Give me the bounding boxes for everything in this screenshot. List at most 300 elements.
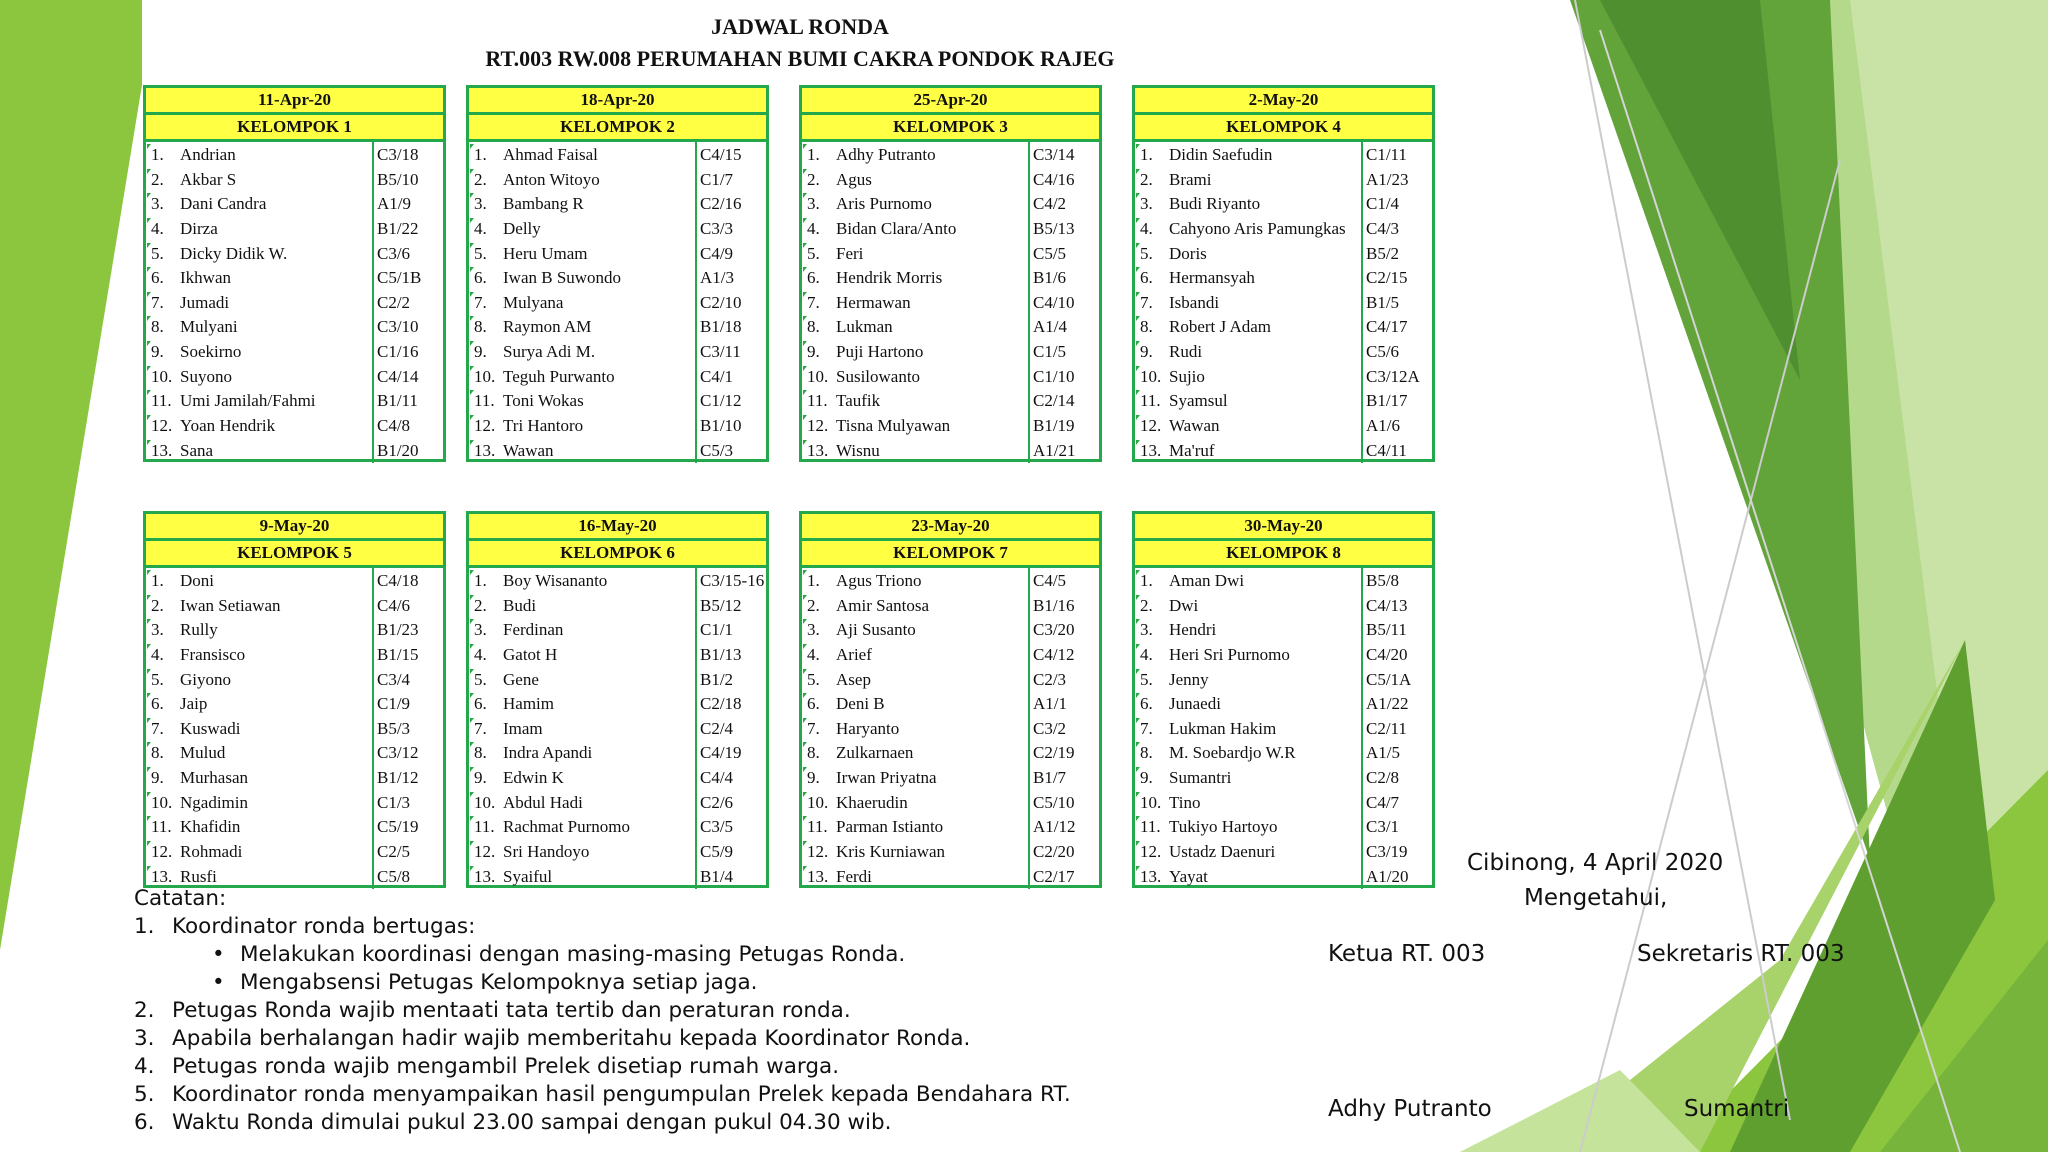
member-name: Sujio [1169,366,1205,386]
member-number: 13. [807,440,829,460]
member-row [146,291,443,316]
member-house-code: B1/23 [377,620,419,640]
member-number: 12. [1140,416,1162,436]
member-row [1135,389,1432,414]
member-name: Bidan Clara/Anto [836,218,957,238]
member-number: 1. [151,571,164,590]
member-number: 4. [807,218,820,238]
member-row [146,340,443,365]
member-number: 1. [1140,571,1153,590]
member-name: Hendri [1169,620,1217,640]
member-house-code: A1/6 [1366,416,1400,436]
member-house-code: A1/3 [700,268,734,288]
member-number: 11. [474,817,495,837]
group-date: 25-Apr-20 [802,88,1099,115]
member-house-code: C1/10 [1033,366,1075,386]
bullet-icon: • [212,970,225,995]
member-number: 10. [807,366,829,386]
member-row [1135,840,1432,865]
member-house-code: C5/19 [377,817,419,837]
member-row [802,143,1099,168]
member-house-code: B1/7 [1033,768,1067,788]
member-name: Didin Saefudin [1169,145,1273,164]
member-name: Wawan [503,440,554,460]
member-number: 11. [807,391,828,411]
member-name: Hendrik Morris [836,268,943,288]
member-row [802,291,1099,316]
member-row [802,192,1099,217]
signature-acknowledged: Mengetahui, [1524,885,1668,911]
group-table [466,85,769,462]
group-date: 9-May-20 [146,514,443,541]
member-house-code: C2/19 [1033,743,1075,763]
member-row [469,192,766,217]
member-name: Wisnu [836,440,880,460]
member-row [146,365,443,390]
member-number: 3. [151,620,164,640]
member-name: Kuswadi [180,718,241,738]
member-row [469,365,766,390]
member-row [469,143,766,168]
group-date: 30-May-20 [1135,514,1432,541]
note-item [134,1109,1071,1137]
group-name: KELOMPOK 8 [1135,541,1432,568]
member-name: Sumantri [1169,768,1232,788]
member-row [469,414,766,439]
member-row [1135,143,1432,168]
member-name: Budi Riyanto [1169,194,1261,214]
note-item [134,913,1071,941]
member-row [469,643,766,668]
member-name: Amir Santosa [836,595,930,615]
member-name: Toni Wokas [503,391,584,411]
member-number: 11. [807,817,828,837]
member-number: 13. [807,866,829,886]
member-house-code: C2/15 [1366,268,1408,288]
member-name: Rully [180,620,218,640]
member-house-code: C5/10 [1033,792,1075,812]
member-house-code: C4/1 [700,366,734,386]
member-name: Akbar S [180,169,237,189]
member-name: Aman Dwi [1169,571,1245,590]
member-row [146,668,443,693]
signature-role-right: Sekretaris RT. 003 [1637,941,1845,967]
member-row [146,143,443,168]
member-house-code: A1/4 [1033,317,1067,337]
member-house-code: C3/18 [377,145,419,164]
member-number: 11. [151,391,172,411]
member-name: Adhy Putranto [836,145,936,164]
member-name: Aris Purnomo [836,194,932,214]
member-house-code: C4/10 [1033,292,1075,312]
member-name: Dwi [1169,595,1199,615]
member-name: Sri Handoyo [503,842,590,862]
member-number: 12. [807,842,829,862]
member-row [146,840,443,865]
member-row [802,569,1099,594]
group-date: 16-May-20 [469,514,766,541]
member-name: Deni B [836,694,885,714]
note-item [134,997,1071,1025]
member-house-code: C4/12 [1033,644,1075,664]
member-house-code: B1/11 [377,391,418,411]
member-name: Brami [1169,169,1212,189]
member-row [1135,865,1432,890]
member-number: 3. [1140,620,1153,640]
member-name: Andrian [180,145,236,164]
signature-place-date: Cibinong, 4 April 2020 [1467,850,1724,876]
member-row [469,692,766,717]
member-house-code: B1/6 [1033,268,1067,288]
member-number: 10. [1140,366,1162,386]
member-number: 10. [151,366,173,386]
member-name: Jumadi [180,292,230,312]
member-number: 4. [474,644,487,664]
member-number: 9. [474,342,487,362]
member-number: 3. [474,194,487,214]
member-house-code: C2/17 [1033,866,1075,886]
notes-section [134,885,1071,1137]
member-name: Jenny [1169,669,1209,689]
member-name: Feri [836,243,864,263]
member-name: Abdul Hadi [503,792,583,812]
member-house-code: C4/16 [1033,169,1075,189]
member-house-code: C2/4 [700,718,734,738]
member-number: 3. [1140,194,1153,214]
member-name: Bambang R [503,194,584,214]
member-row [469,291,766,316]
member-row [802,717,1099,742]
member-number: 1. [807,571,820,590]
member-row [1135,569,1432,594]
member-name: Mulud [180,743,226,763]
member-number: 5. [807,669,820,689]
member-name: Ferdinan [503,620,564,640]
member-house-code: C2/20 [1033,842,1075,862]
member-house-code: A1/9 [377,194,411,214]
note-item [134,1025,1071,1053]
member-row [1135,594,1432,619]
member-row [1135,741,1432,766]
member-row [1135,192,1432,217]
member-number: 3. [151,194,164,214]
member-list [1135,568,1432,889]
member-house-code: B1/4 [700,866,734,886]
member-number: 8. [1140,743,1153,763]
member-row [469,340,766,365]
member-name: Iwan B Suwondo [503,268,622,288]
member-house-code: C3/1 [1366,817,1400,837]
member-name: Lukman [836,317,893,337]
member-row [1135,766,1432,791]
member-name: Junaedi [1169,694,1221,714]
member-number: 5. [1140,669,1153,689]
member-house-code: B5/12 [700,595,742,615]
member-name: Budi [503,595,537,615]
member-house-code: B1/12 [377,768,419,788]
member-number: 1. [151,145,164,164]
member-number: 13. [474,866,496,886]
member-number: 7. [151,292,164,312]
note-text: Apabila berhalangan hadir wajib memberitahu kepada Koordinator Ronda. [172,1026,971,1051]
member-house-code: C2/18 [700,694,742,714]
member-name: Ikhwan [180,268,231,288]
member-name: Ustadz Daenuri [1169,842,1276,862]
member-name: Tisna Mulyawan [836,416,951,436]
member-house-code: C3/12A [1366,366,1420,386]
member-name: Puji Hartono [836,342,924,362]
member-row [1135,291,1432,316]
member-number: 12. [1140,842,1162,862]
member-house-code: A1/12 [1033,817,1076,837]
member-house-code: B1/19 [1033,416,1075,436]
member-number: 4. [1140,644,1153,664]
member-house-code: C1/3 [377,792,411,812]
member-house-code: C4/2 [1033,194,1067,214]
member-house-code: C1/9 [377,694,411,714]
member-number: 4. [1140,218,1153,238]
member-number: 5. [151,669,164,689]
member-name: Susilowanto [836,366,921,386]
member-number: 2. [1140,169,1153,189]
member-house-code: C3/2 [1033,718,1067,738]
member-name: Rusfi [180,866,217,886]
member-row [146,266,443,291]
member-row [1135,365,1432,390]
member-house-code: A1/5 [1366,743,1400,763]
member-row [146,766,443,791]
member-row [1135,618,1432,643]
member-row [802,414,1099,439]
group-table [799,511,1102,888]
member-house-code: C2/11 [1366,718,1407,738]
member-house-code: C5/6 [1366,342,1400,362]
member-house-code: C2/2 [377,292,411,312]
member-name: Hamim [503,694,554,714]
member-row [469,741,766,766]
member-row [802,766,1099,791]
member-number: 2. [151,169,164,189]
member-house-code: B1/20 [377,440,419,460]
member-row [1135,717,1432,742]
note-bullet [134,969,1071,997]
member-number: 6. [151,694,164,714]
member-number: 11. [474,391,495,411]
member-row [802,315,1099,340]
member-row [1135,168,1432,193]
member-row [469,791,766,816]
member-number: 7. [807,292,820,312]
member-name: Hermansyah [1169,268,1255,288]
member-row [469,439,766,464]
member-name: Ahmad Faisal [503,145,598,164]
note-text: Petugas Ronda wajib mentaati tata tertib dan peraturan ronda. [172,998,851,1023]
member-number: 7. [1140,292,1153,312]
member-row [146,439,443,464]
member-house-code: C5/1B [377,268,422,288]
member-house-code: C3/15-16 [700,571,765,590]
member-name: Wawan [1169,416,1220,436]
member-number: 3. [474,620,487,640]
member-row [1135,217,1432,242]
member-name: Asep [836,669,871,689]
group-date: 11-Apr-20 [146,88,443,115]
member-house-code: B1/2 [700,669,734,689]
member-number: 6. [474,694,487,714]
member-name: Gatot H [503,644,558,664]
member-name: Delly [503,218,541,238]
member-row [469,242,766,267]
member-number: 5. [474,669,487,689]
member-number: 4. [474,218,487,238]
member-number: 6. [807,268,820,288]
member-name: Taufik [836,391,881,411]
member-row [1135,414,1432,439]
member-row [146,217,443,242]
member-name: Jaip [180,694,208,714]
member-number: 10. [151,792,173,812]
member-house-code: C5/9 [700,842,734,862]
member-house-code: B5/13 [1033,218,1075,238]
member-house-code: C4/11 [1366,440,1407,460]
member-house-code: C1/5 [1033,342,1067,362]
member-number: 3. [807,194,820,214]
member-number: 9. [151,342,164,362]
member-number: 2. [807,169,820,189]
member-row [1135,668,1432,693]
member-name: Dicky Didik W. [180,243,288,263]
signature-name-left: Adhy Putranto [1328,1096,1492,1122]
member-name: Ngadimin [180,792,248,812]
member-row [469,840,766,865]
note-bullet [134,941,1071,969]
member-house-code: C1/1 [700,620,734,640]
member-name: Syaiful [503,866,553,886]
group-date: 18-Apr-20 [469,88,766,115]
member-row [802,618,1099,643]
member-house-code: B1/5 [1366,292,1400,312]
member-row [802,840,1099,865]
member-number: 9. [1140,768,1153,788]
member-house-code: C5/5 [1033,243,1067,263]
member-row [146,717,443,742]
member-house-code: C4/15 [700,145,742,164]
member-row [146,389,443,414]
member-number: 10. [807,792,829,812]
member-house-code: C3/5 [700,817,734,837]
group-name: KELOMPOK 7 [802,541,1099,568]
member-name: Agus [836,169,872,189]
member-number: 13. [151,866,173,886]
member-row [146,192,443,217]
member-number: 2. [151,595,164,615]
member-row [469,766,766,791]
member-number: 13. [1140,866,1162,886]
member-house-code: C4/8 [377,416,411,436]
member-number: 3. [807,620,820,640]
member-house-code: C3/14 [1033,145,1075,164]
note-item [134,1053,1071,1081]
member-number: 8. [807,743,820,763]
member-row [1135,266,1432,291]
note-number: 4. [134,1054,155,1079]
member-row [469,266,766,291]
member-row [146,594,443,619]
member-name: Zulkarnaen [836,743,914,763]
member-name: Teguh Purwanto [503,366,615,386]
member-name: Mulyana [503,292,564,312]
group-name: KELOMPOK 2 [469,115,766,142]
member-row [1135,242,1432,267]
member-number: 11. [151,817,172,837]
member-house-code: C2/5 [377,842,411,862]
member-house-code: C4/3 [1366,218,1400,238]
member-house-code: C3/20 [1033,620,1075,640]
note-text: Petugas ronda wajib mengambil Prelek disetiap rumah warga. [172,1054,840,1079]
member-name: Heru Umam [503,243,588,263]
member-row [802,643,1099,668]
member-name: Ma'ruf [1169,440,1215,460]
group-table [1132,511,1435,888]
member-name: Khaerudin [836,792,908,812]
member-house-code: C2/16 [700,194,742,214]
group-name: KELOMPOK 6 [469,541,766,568]
member-house-code: C4/7 [1366,792,1400,812]
member-number: 8. [151,743,164,763]
group-date: 23-May-20 [802,514,1099,541]
member-house-code: C5/8 [377,866,411,886]
bullet-icon: • [212,942,225,967]
member-house-code: C3/19 [1366,842,1408,862]
member-row [802,791,1099,816]
member-name: Gene [503,669,539,689]
member-house-code: A1/22 [1366,694,1409,714]
group-name: KELOMPOK 5 [146,541,443,568]
member-number: 7. [807,718,820,738]
member-number: 6. [1140,268,1153,288]
member-house-code: C3/6 [377,243,411,263]
member-number: 6. [474,268,487,288]
member-number: 12. [151,842,173,862]
member-name: Boy Wisananto [503,571,608,590]
member-number: 12. [151,416,173,436]
member-house-code: C3/12 [377,743,419,763]
member-name: Ferdi [836,866,872,886]
member-row [802,389,1099,414]
member-house-code: A1/20 [1366,866,1409,886]
member-row [146,618,443,643]
member-row [469,389,766,414]
note-text: Waktu Ronda dimulai pukul 23.00 sampai dengan pukul 04.30 wib. [172,1110,892,1135]
member-house-code: C4/13 [1366,595,1408,615]
member-name: Indra Apandi [503,743,593,763]
member-number: 2. [474,169,487,189]
member-name: Sana [180,440,214,460]
group-name: KELOMPOK 1 [146,115,443,142]
member-number: 2. [474,595,487,615]
member-row [1135,643,1432,668]
member-house-code: A1/21 [1033,440,1076,460]
member-number: 10. [474,792,496,812]
member-number: 8. [474,743,487,763]
member-house-code: C2/3 [1033,669,1067,689]
member-list [1135,142,1432,463]
note-bullet-text: Melakukan koordinasi dengan masing-masing Petugas Ronda. [240,942,906,967]
member-number: 7. [151,718,164,738]
member-row [469,569,766,594]
member-house-code: C1/4 [1366,194,1400,214]
group-table [143,511,446,888]
